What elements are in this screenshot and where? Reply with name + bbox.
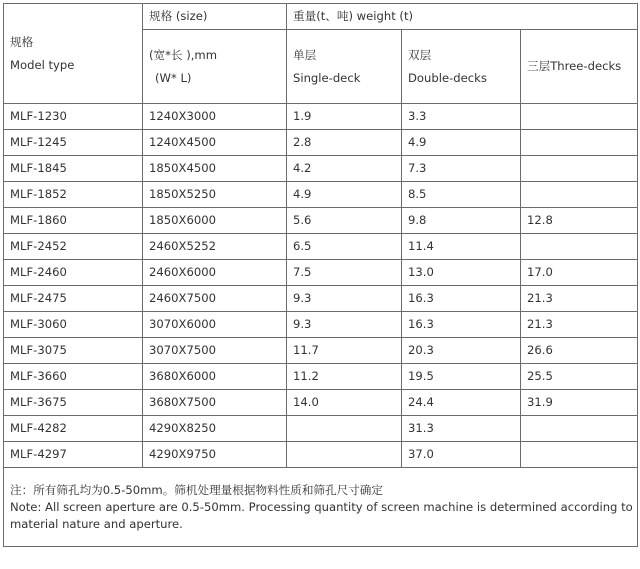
double-deck-en: Double-decks <box>408 70 487 85</box>
size-cell: 1850X5250 <box>143 182 287 208</box>
three-deck-cell <box>521 130 638 156</box>
single-deck-cell: 5.6 <box>287 208 402 234</box>
table-row <box>4 390 638 416</box>
note-en-line2: material nature and aperture. <box>10 516 183 531</box>
single-deck-cell: 11.2 <box>287 364 402 390</box>
model-cell: MLF-1852 <box>4 182 143 208</box>
single-deck-cell: 4.9 <box>287 182 402 208</box>
model-cell: MLF-4297 <box>4 442 143 468</box>
size-cell: 2460X5252 <box>143 234 287 260</box>
table-row <box>4 260 638 286</box>
model-cell: MLF-4282 <box>4 416 143 442</box>
note-cell <box>4 468 638 547</box>
size-cell: 3680X6000 <box>143 364 287 390</box>
model-header-cell <box>4 4 143 104</box>
single-deck-cell: 4.2 <box>287 156 402 182</box>
header-row-1 <box>4 4 638 30</box>
model-cell: MLF-2460 <box>4 260 143 286</box>
model-cell: MLF-3660 <box>4 364 143 390</box>
three-deck-cell: 25.5 <box>521 364 638 390</box>
size-cell: 1240X4500 <box>143 130 287 156</box>
double-deck-cell: 9.8 <box>402 208 521 234</box>
three-deck-header: 三层Three-decks <box>521 30 638 104</box>
table-row <box>4 234 638 260</box>
table-row <box>4 364 638 390</box>
double-deck-cell: 19.5 <box>402 364 521 390</box>
single-deck-cell: 9.3 <box>287 286 402 312</box>
model-header-cn: 规格 <box>10 34 34 49</box>
double-deck-cell: 16.3 <box>402 286 521 312</box>
three-deck-cell: 21.3 <box>521 286 638 312</box>
double-deck-cell: 8.5 <box>402 182 521 208</box>
size-header-cell: 规格 (size) <box>143 4 287 30</box>
three-deck-cell: 31.9 <box>521 390 638 416</box>
three-deck-cell <box>521 442 638 468</box>
single-deck-cell: 2.8 <box>287 130 402 156</box>
three-deck-cell <box>521 234 638 260</box>
three-deck-cell: 12.8 <box>521 208 638 234</box>
model-header-en: Model type <box>10 57 75 72</box>
three-deck-cell: 26.6 <box>521 338 638 364</box>
single-deck-header <box>287 30 402 104</box>
three-deck-cell <box>521 182 638 208</box>
size-cell: 1240X3000 <box>143 104 287 130</box>
double-deck-cell: 37.0 <box>402 442 521 468</box>
size-cell: 3070X7500 <box>143 338 287 364</box>
single-deck-en: Single-deck <box>293 70 361 85</box>
size-unit-line2: (W* L) <box>155 70 192 85</box>
single-deck-cell: 9.3 <box>287 312 402 338</box>
single-deck-cell: 11.7 <box>287 338 402 364</box>
three-deck-cell: 17.0 <box>521 260 638 286</box>
table-row <box>4 130 638 156</box>
table-row <box>4 208 638 234</box>
three-deck-cell: 21.3 <box>521 312 638 338</box>
model-cell: MLF-2475 <box>4 286 143 312</box>
size-cell: 2460X6000 <box>143 260 287 286</box>
double-deck-cell: 16.3 <box>402 312 521 338</box>
table-row <box>4 442 638 468</box>
double-deck-cell: 4.9 <box>402 130 521 156</box>
single-deck-cell: 14.0 <box>287 390 402 416</box>
model-cell: MLF-3060 <box>4 312 143 338</box>
size-cell: 4290X9750 <box>143 442 287 468</box>
model-cell: MLF-2452 <box>4 234 143 260</box>
note-en-line1: Note: All screen aperture are 0.5-50mm. Processing quantity of screen machine is determined according to <box>10 499 633 514</box>
double-deck-cell: 13.0 <box>402 260 521 286</box>
single-deck-cell <box>287 442 402 468</box>
table-row <box>4 104 638 130</box>
table-row <box>4 338 638 364</box>
model-cell: MLF-3075 <box>4 338 143 364</box>
double-deck-cell: 20.3 <box>402 338 521 364</box>
size-cell: 1850X4500 <box>143 156 287 182</box>
model-cell: MLF-1245 <box>4 130 143 156</box>
size-cell: 1850X6000 <box>143 208 287 234</box>
double-deck-cell: 11.4 <box>402 234 521 260</box>
note-row <box>4 468 638 547</box>
double-deck-cell: 31.3 <box>402 416 521 442</box>
model-cell: MLF-3675 <box>4 390 143 416</box>
model-cell: MLF-1845 <box>4 156 143 182</box>
single-deck-cell: 7.5 <box>287 260 402 286</box>
size-cell: 3070X6000 <box>143 312 287 338</box>
table-row <box>4 286 638 312</box>
size-unit-line1: (宽*长 ),mm <box>149 47 217 62</box>
table-row <box>4 312 638 338</box>
single-deck-cell <box>287 416 402 442</box>
three-deck-cell <box>521 156 638 182</box>
model-cell: MLF-1230 <box>4 104 143 130</box>
size-cell: 3680X7500 <box>143 390 287 416</box>
table-row <box>4 416 638 442</box>
double-deck-header <box>402 30 521 104</box>
double-deck-cn: 双层 <box>408 47 432 62</box>
model-cell: MLF-1860 <box>4 208 143 234</box>
table-row <box>4 156 638 182</box>
single-deck-cell: 6.5 <box>287 234 402 260</box>
size-cell: 2460X7500 <box>143 286 287 312</box>
double-deck-cell: 24.4 <box>402 390 521 416</box>
three-deck-cell <box>521 416 638 442</box>
single-deck-cell: 1.9 <box>287 104 402 130</box>
double-deck-cell: 3.3 <box>402 104 521 130</box>
size-unit-cell <box>143 30 287 104</box>
size-cell: 4290X8250 <box>143 416 287 442</box>
note-cn: 注：所有筛孔均为0.5-50mm。筛机处理量根据物料性质和筛孔尺寸确定 <box>10 482 383 497</box>
double-deck-cell: 7.3 <box>402 156 521 182</box>
weight-header-cell: 重量(t、吨) weight (t) <box>287 4 638 30</box>
three-deck-cell <box>521 104 638 130</box>
table-row <box>4 182 638 208</box>
specification-table <box>3 3 638 547</box>
single-deck-cn: 单层 <box>293 47 317 62</box>
